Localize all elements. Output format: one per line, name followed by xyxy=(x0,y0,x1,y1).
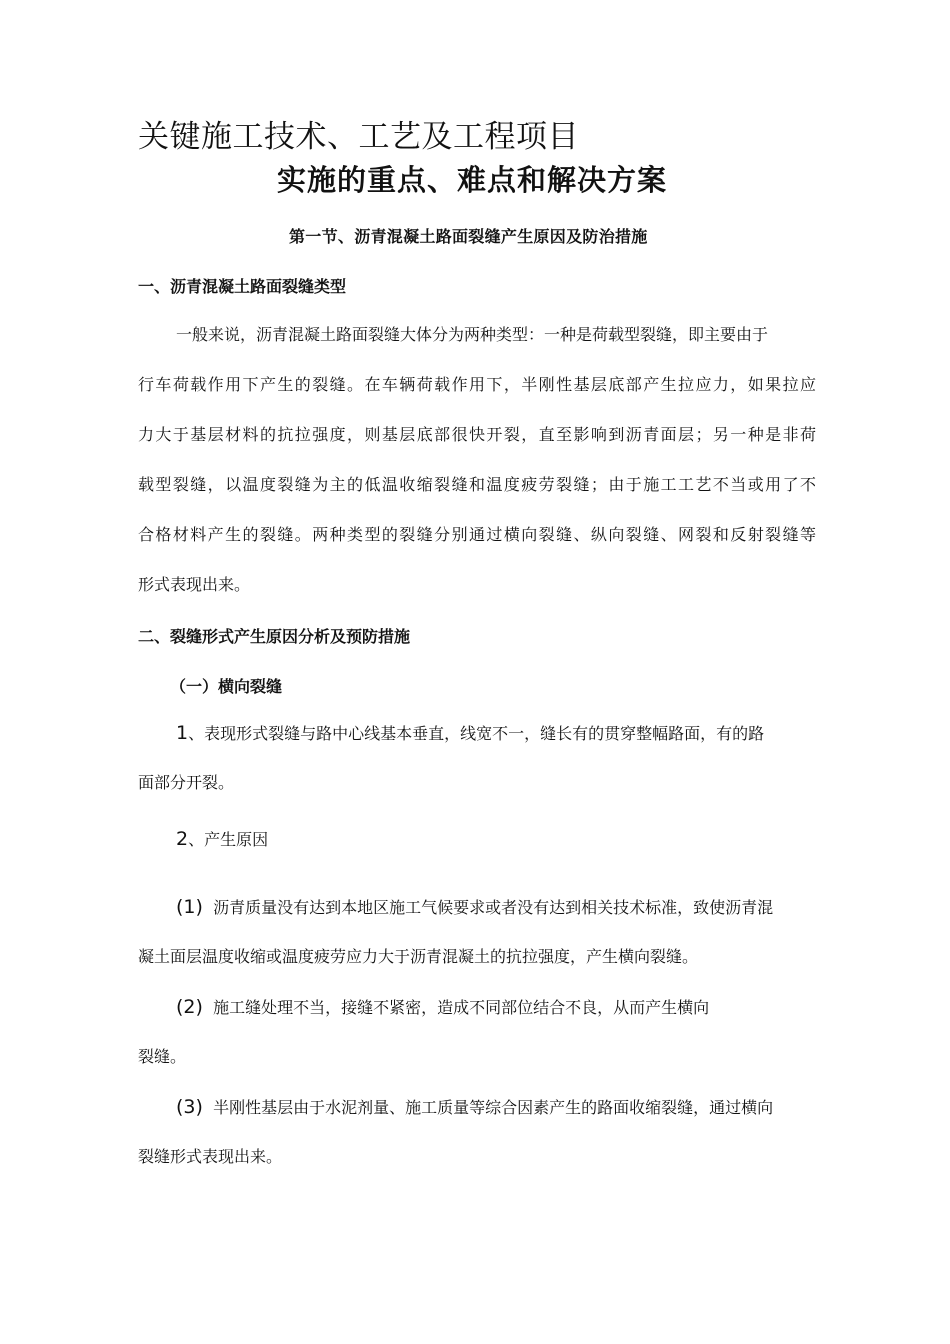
heading-transverse-cracks: （一）横向裂缝 xyxy=(170,677,283,696)
cause3-text: 半刚性基层由于水泥剂量、施工质量等综合因素产生的路面收缩裂缝，通过横向 xyxy=(213,1098,774,1117)
item1-number: 1 xyxy=(176,722,189,744)
cause2-number: (2) xyxy=(176,996,203,1018)
document-title-line1: 关键施工技术、工艺及工程项目 xyxy=(138,119,579,155)
cause1-line2: 凝土面层温度收缩或温度疲劳应力大于沥青混凝土的抗拉强度，产生横向裂缝。 xyxy=(138,947,699,966)
document-title-line2: 实施的重点、难点和解决方案 xyxy=(277,163,668,197)
para1-line6: 形式表现出来。 xyxy=(138,575,251,594)
para1-line5: 合格材料产生的裂缝。两种类型的裂缝分别通过横向裂缝、纵向裂缝、网裂和反射裂缝等 xyxy=(138,525,816,544)
para1-line1: 一般来说，沥青混凝土路面裂缝大体分为两种类型：一种是荷载型裂缝，即主要由于 xyxy=(176,325,769,344)
cause1-line1 xyxy=(176,882,773,933)
section-title: 第一节、沥青混凝土路面裂缝产生原因及防治措施 xyxy=(289,227,648,246)
para1-line3: 力大于基层材料的抗拉强度，则基层底部很快开裂，直至影响到沥青面层；另一种是非荷 xyxy=(138,425,816,444)
cause3-number: (3) xyxy=(176,1096,203,1118)
cause1-text: 沥青质量没有达到本地区施工气候要求或者没有达到相关技术标准，致使沥青混 xyxy=(213,898,774,917)
cause3-line1 xyxy=(176,1082,773,1133)
cause1-number: (1) xyxy=(176,896,203,918)
item1-text: 、表现形式裂缝与路中心线基本垂直，线宽不一，缝长有的贯穿整幅路面，有的路 xyxy=(188,724,765,743)
cause2-line1 xyxy=(176,982,709,1033)
cause2-line2: 裂缝。 xyxy=(138,1047,187,1066)
para1-line2: 行车荷载作用下产生的裂缝。在车辆荷载作用下，半刚性基层底部产生拉应力，如果拉应 xyxy=(138,375,816,394)
item2-text: 、产生原因 xyxy=(188,830,269,849)
item1-line1 xyxy=(176,708,764,759)
heading-crack-causes: 二、裂缝形式产生原因分析及预防措施 xyxy=(138,627,411,646)
item2-line xyxy=(176,814,268,865)
item2-number: 2 xyxy=(176,828,189,850)
heading-crack-types: 一、沥青混凝土路面裂缝类型 xyxy=(138,277,347,296)
cause3-line2: 裂缝形式表现出来。 xyxy=(138,1147,283,1166)
para1-line4: 载型裂缝，以温度裂缝为主的低温收缩裂缝和温度疲劳裂缝；由于施工工艺不当或用了不 xyxy=(138,475,816,494)
cause2-text: 施工缝处理不当，接缝不紧密，造成不同部位结合不良，从而产生横向 xyxy=(213,998,710,1017)
item1-line2: 面部分开裂。 xyxy=(138,773,235,792)
